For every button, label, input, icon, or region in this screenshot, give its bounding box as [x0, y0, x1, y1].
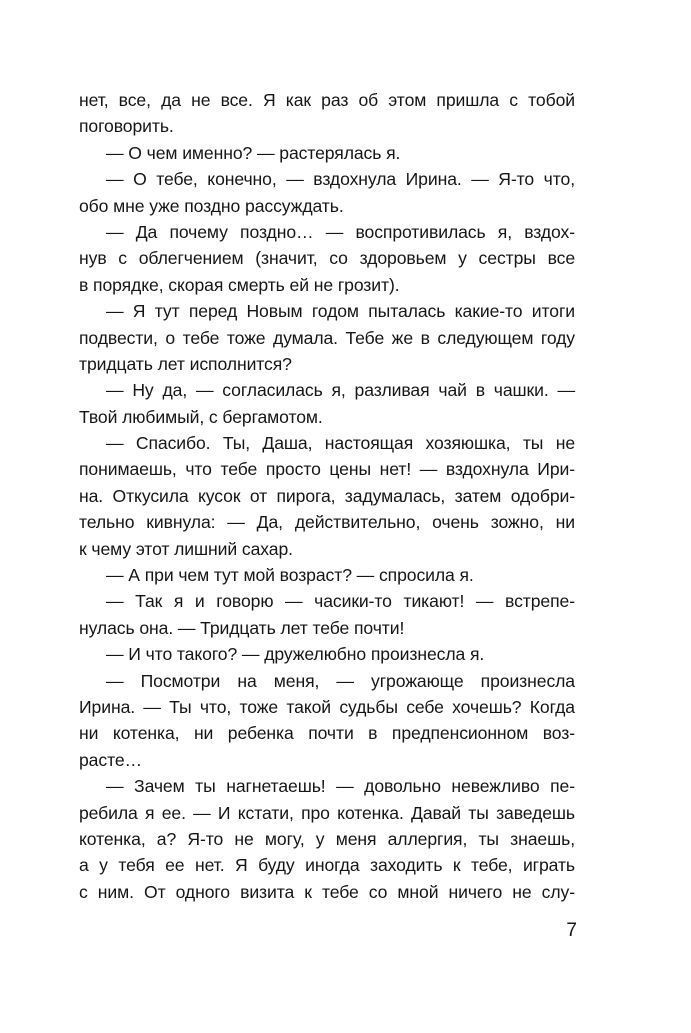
text-line: расте…: [79, 749, 143, 770]
text-line: ни котенка, ни ребенка почти в предпенсионном воз-: [79, 723, 575, 744]
text-line: нет, все, да не все. Я как раз об этом пришла с тобой: [79, 90, 575, 110]
text-line: — Посмотри на меня, — угрожающе произнесла: [106, 670, 575, 691]
text-line: — Ну да, — согласилась я, разливая чай в чашки. —: [106, 380, 575, 401]
text-line: к чему этот лишний сахар.: [79, 538, 293, 559]
text-line: с ним. От одного визита к тебе со мной ничего не слу-: [79, 881, 575, 902]
text-line: поговорить.: [79, 116, 174, 137]
text-line: — Да почему поздно… — воспротивилась я, вздох-: [106, 221, 575, 242]
text-line: в порядке, скорая смерть ей не грозит).: [79, 274, 400, 295]
text-line: подвести, о тебе тоже думала. Тебе же в следующем году: [79, 327, 575, 348]
text-line: тридцать лет исполнится?: [79, 353, 292, 374]
text-line: нув с облегчением (значит, со здоровьем у сестры все: [79, 248, 575, 269]
text-line: — Зачем ты нагнетаешь! — довольно невежливо пе-: [106, 776, 575, 797]
text-line: Твой любимый, с бергамотом.: [79, 406, 323, 427]
text-line: — О чем именно? — растерялась я.: [106, 142, 401, 163]
text-line: обо мне уже поздно рассуждать.: [79, 195, 344, 216]
text-line: на. Откусила кусок от пирога, задумалась, затем одобри-: [79, 485, 575, 506]
text-line: Ирина. — Ты что, тоже такой судьбы себе хочешь? Когда: [79, 696, 575, 717]
text-line: — Так я и говорю — часики-то тикают! — встрепе-: [106, 591, 575, 612]
text-line: — А при чем тут мой возраст? — спросила я.: [106, 565, 474, 586]
text-line: понимаешь, что тебе просто цены нет! — вздохнула Ири-: [79, 459, 575, 480]
text-line: котенка, а? Я-то не могу, у меня аллергия, ты знаешь,: [79, 828, 575, 849]
text-line: тельно кивнула: — Да, действительно, очень зожно, ни: [79, 512, 575, 533]
text-line: — И что такого? — дружелюбно произнесла я.: [106, 644, 485, 665]
text-line: — О тебе, конечно, — вздохнула Ирина. — Я-то что,: [106, 169, 575, 190]
page-number: 7: [566, 920, 577, 941]
text-line: а у тебя ее нет. Я буду иногда заходить к тебе, играть: [79, 855, 575, 876]
text-line: — Спасибо. Ты, Даша, настоящая хозяюшка, ты не: [106, 433, 575, 454]
body-text: [79, 87, 575, 905]
text-line: нулась она. — Тридцать лет тебе почти!: [79, 617, 405, 638]
text-line: — Я тут перед Новым годом пыталась какие-то итоги: [106, 301, 575, 322]
text-line: ребила я ее. — И кстати, про котенка. Давай ты заведешь: [79, 802, 575, 823]
